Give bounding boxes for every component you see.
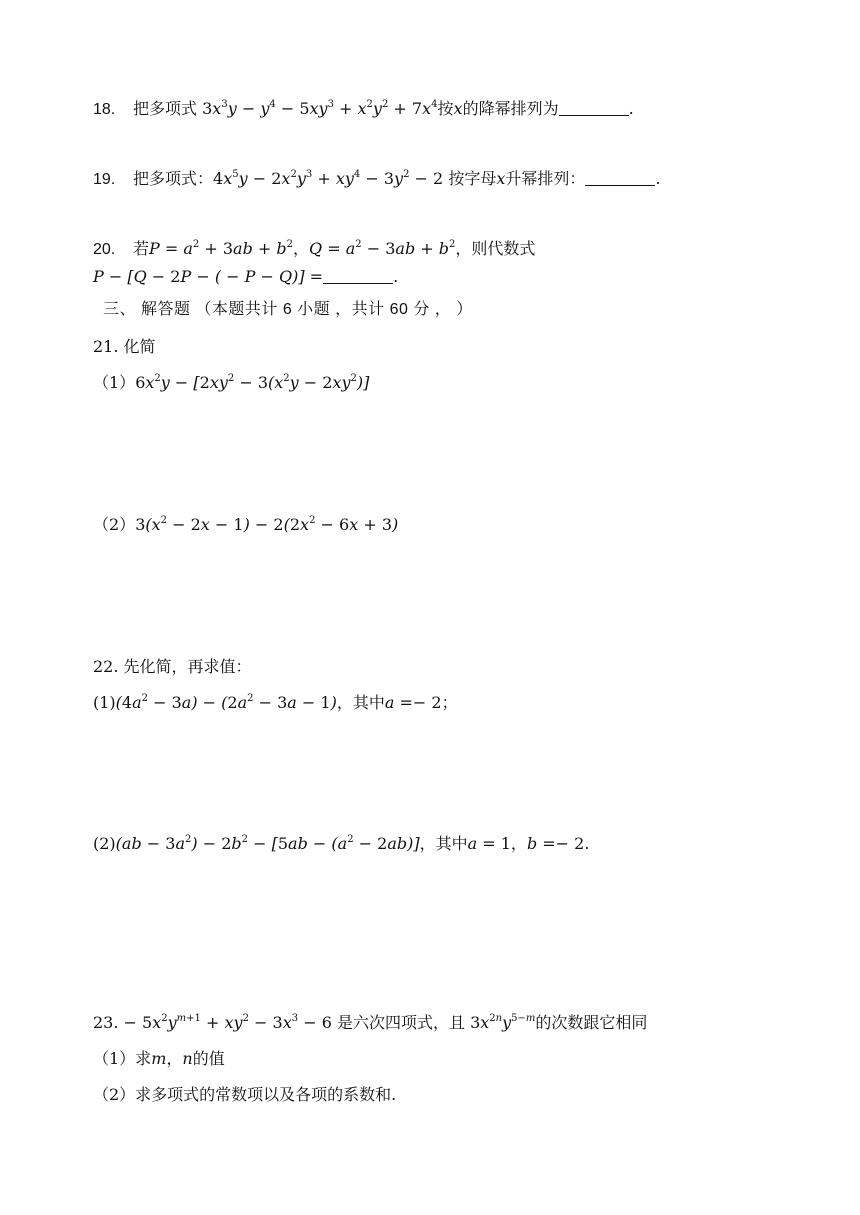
question-text: 若 bbox=[133, 239, 150, 258]
question-text: 把多项式： bbox=[133, 169, 214, 188]
condition: a = 1 bbox=[467, 834, 511, 853]
part-label: （1） bbox=[93, 373, 136, 392]
variable-x: x bbox=[496, 169, 506, 188]
question-text: 先化简，再求值： bbox=[123, 657, 252, 676]
question-number: 22. bbox=[93, 657, 119, 676]
question-text: 按字母 bbox=[448, 169, 497, 188]
polynomial-expression: $3x^3y - y^4 - 5xy^3 + x^2y^2 + 7x^4$ bbox=[202, 99, 438, 118]
question-text: . bbox=[628, 99, 634, 118]
question-text: 是六次四项式，且 bbox=[336, 1013, 465, 1032]
question-18 bbox=[93, 98, 634, 121]
question-text: . bbox=[584, 834, 590, 853]
question-text: 升幂排列： bbox=[505, 169, 586, 188]
question-text: ； bbox=[441, 693, 458, 712]
answer-blank[interactable] bbox=[323, 269, 393, 284]
question-21 bbox=[93, 336, 156, 358]
question-21-part-2 bbox=[93, 514, 398, 536]
question-text: 的降幂排列为 bbox=[462, 99, 559, 118]
question-text: 把多项式 bbox=[133, 99, 198, 118]
variable-m: m bbox=[151, 1049, 167, 1068]
question-22-part-1 bbox=[93, 692, 458, 714]
question-22 bbox=[93, 656, 252, 678]
definition-p: $P = a^2 + 3ab + b^2$ bbox=[149, 239, 294, 258]
question-text: （1）求 bbox=[93, 1049, 152, 1068]
algebraic-expression: P − [Q − 2P − ( − P − Q)] bbox=[93, 267, 310, 286]
question-22-part-2 bbox=[93, 833, 589, 855]
condition: b =− 2 bbox=[526, 834, 585, 853]
question-number: 23. bbox=[93, 1013, 119, 1032]
question-text: = bbox=[309, 267, 324, 286]
question-text: 按 bbox=[437, 99, 454, 118]
question-text: . bbox=[393, 267, 399, 286]
question-text: 化简 bbox=[123, 337, 156, 356]
variable-x: x bbox=[453, 99, 463, 118]
question-20 bbox=[93, 238, 535, 261]
question-text: ， bbox=[510, 834, 527, 853]
question-text: ，其中 bbox=[336, 693, 385, 712]
variable-n: n bbox=[182, 1049, 193, 1068]
answer-blank[interactable] bbox=[585, 171, 655, 186]
question-23-part-1 bbox=[93, 1048, 225, 1070]
algebraic-expression: $(ab - 3a^2) - 2b^2 - [5ab - (a^2 - 2ab)]$ bbox=[115, 834, 420, 853]
question-21-part-1 bbox=[93, 372, 369, 394]
question-text: ，其中 bbox=[419, 834, 468, 853]
question-number: 18. bbox=[93, 101, 116, 118]
question-text: . bbox=[655, 169, 661, 188]
definition-q: $Q = a^2 - 3ab + b^2$ bbox=[309, 239, 456, 258]
question-text: ，则代数式 bbox=[455, 239, 536, 258]
question-text: ， bbox=[293, 239, 310, 258]
question-number: 21. bbox=[93, 337, 119, 356]
algebraic-expression: $6x^2y - [2xy^2 - 3(x^2y - 2xy^2)]$ bbox=[135, 373, 370, 392]
question-text: 的值 bbox=[192, 1049, 225, 1068]
polynomial-expression: − $5x^2y^{m+1} + xy^2 - 3x^3 - 6$ bbox=[118, 1013, 332, 1032]
question-20-expression bbox=[93, 266, 398, 288]
question-text: ， bbox=[166, 1049, 183, 1068]
algebraic-expression: $3(x^2 - 2x - 1) - 2(2x^2 - 6x + 3)$ bbox=[135, 515, 399, 534]
question-23 bbox=[93, 1012, 647, 1034]
part-label: （2） bbox=[93, 515, 136, 534]
question-19 bbox=[93, 168, 660, 191]
polynomial-expression: $4x^5y - 2x^2y^3 + xy^4 - 3y^2 - 2$ bbox=[213, 169, 444, 188]
algebraic-expression: $(4a^2 - 3a) - (2a^2 - 3a - 1)$ bbox=[115, 693, 337, 712]
section-heading: 三、 解答题 （本题共计 6 小题 ，共计 60 分 ， ） bbox=[103, 301, 473, 318]
part-label: (1) bbox=[93, 693, 116, 712]
question-text: 的次数跟它相同 bbox=[535, 1013, 648, 1032]
condition: a =− 2 bbox=[384, 693, 442, 712]
answer-blank[interactable] bbox=[559, 101, 629, 116]
question-number: 20. bbox=[93, 241, 116, 258]
question-number: 19. bbox=[93, 171, 116, 188]
question-23-part-2: （2）求多项式的常数项以及各项的系数和. bbox=[93, 1085, 397, 1104]
monomial-expression: $3x^{2n}y^{5-m}$ bbox=[470, 1013, 536, 1032]
part-label: (2) bbox=[93, 834, 116, 853]
